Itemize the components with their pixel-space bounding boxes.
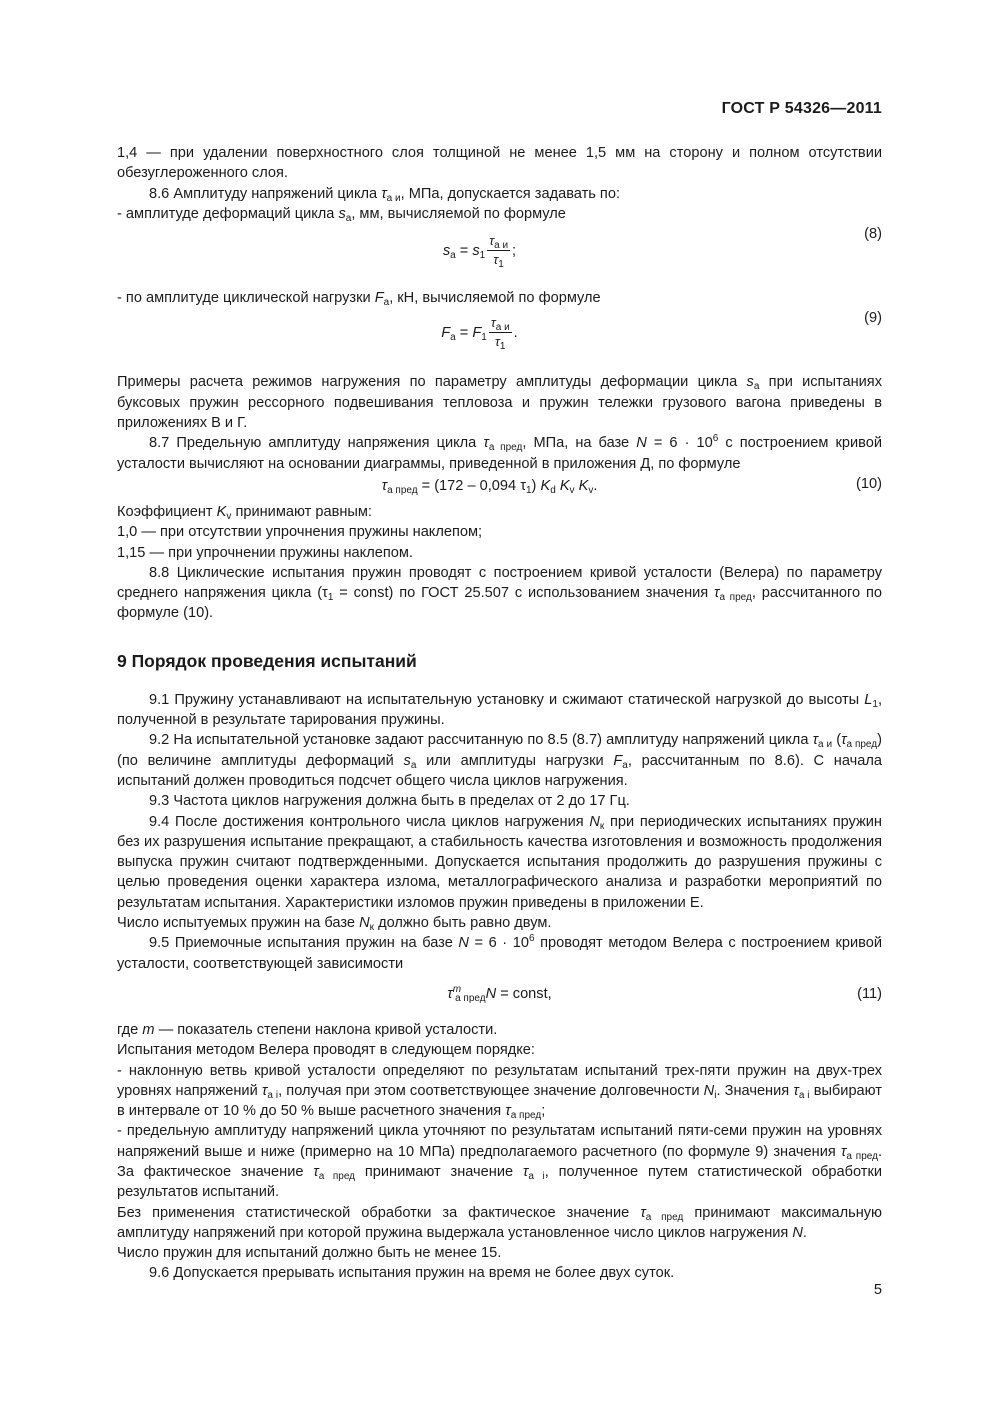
- document-code-header: ГОСТ Р 54326—2011: [721, 100, 882, 117]
- paragraph-9-6: 9.6 Допускается прерывать испытания пружин на время не более двух суток.: [149, 1265, 675, 1282]
- paragraph-limit: - предельную амплитуду напряжений цикла уточняют по результатам испытаний пяти-семи пружин на уровнях напряжений выше и ниже (примерно на 10 МПа) предполагаемого расчетного (по формуле 9) значения $\tau_{а пред}$. За фактическое значение $\tau_{а пред}$ принимают значение $\tau_{а i}$, полученное путем статистической обработки результатов испытаний.: [117, 1123, 882, 1201]
- formula-number-11: (11): [857, 985, 882, 1002]
- paragraph-kv: Коэффициент $K_v$ принимают равным:: [117, 503, 372, 522]
- paragraph-8-8: 8.8 Циклические испытания пружин проводят с построением кривой усталости (Велера) по параметру среднего напряжения цикла ($\tau_1$ = const) по ГОСТ 25.507 с использованием значения $\tau_{а пред}$, рассчитанного по формуле (10).: [117, 564, 882, 622]
- paragraph-method: Испытания методом Велера проводят в следующем порядке:: [117, 1042, 535, 1059]
- paragraph-load: - по амплитуде циклической нагрузки $F_а$, кН, вычисляемой по формуле: [117, 290, 601, 309]
- paragraph-no-statistics: Без применения статистической обработки за фактическое значение $\tau_{а пред}$ принимают максимальную амплитуду напряжений при которой пружина выдержала установленное число циклов нагружения N.: [117, 1204, 882, 1241]
- fraction-9: $\frac{\tau_{а и}}{\tau_1}$: [490, 315, 510, 353]
- paragraph-spring-count: Число пружин для испытаний должно быть не менее 15.: [117, 1245, 502, 1262]
- paragraph-9-4: 9.4 После достижения контрольного числа циклов нагружения $N_к$ при периодических испытаниях пружин без их разрушения испытание прекращают, а стабильность качества изготовления и возможность продолжения выпуска пружин считают подтвержденными. Допускается испытания продолжить до разрушения пружины с целью проведения оценки характера излома, металлографического анализа и разработки мероприятий по результатам испытания. Характеристики изломов пружин приведены в приложении Е.: [117, 813, 882, 911]
- fraction-8: $\frac{\tau_{а и}}{\tau_1}$: [489, 233, 509, 271]
- paragraph-1-0: 1,0 — при отсутствии упрочнения пружины наклепом;: [117, 524, 483, 541]
- formula-11: $\tau^m_{а пред}N$ = const, (11): [447, 983, 882, 1004]
- formula-8: $s_a = s_1$ $\frac{\tau_{а и}}{\tau_1}$ ; (8): [442, 226, 882, 271]
- paragraph-8-6: 8.6 Амплитуду напряжений цикла $\tau_{а и}$, МПа, допускается задавать по:: [149, 185, 621, 204]
- formula-number-9: (9): [864, 310, 882, 327]
- page-number: 5: [873, 1282, 882, 1298]
- paragraph-deformation: - амплитуде деформаций цикла $s_а$, мм, вычисляемой по формуле: [117, 205, 566, 224]
- paragraph-9-2: 9.2 На испытательной установке задают рассчитанную по 8.5 (8.7) амплитуду напряжений цикла $\tau_{а и}$ $(\tau_{а пред})$ (по величине амплитуды деформаций $s_а$ или амплитуды нагрузки $F_а$, рассчитанным по 8.6). С начала испытаний должен проводиться подсчет общего числа циклов нагружения.: [117, 732, 882, 789]
- paragraph-branch: - наклонную ветвь кривой усталости определяют по результатам испытаний трех-пяти пружин на двух-трех уровнях напряжений $\tau_{а i}$, получая при этом соответствующее значение долговечности $N_i$. Значения $\tau_{а i}$ выбирают в интервале от 10 % до 50 % выше расчетного значения $\tau_{а пред}$;: [117, 1062, 882, 1122]
- formula-10: $\tau_{а пред} = (172 - 0,094$ $\tau_1$) $K_d$ $K_v$ $K_v$. (10): [381, 475, 882, 496]
- paragraph-1-4: 1,4 — при удалении поверхностного слоя толщиной не менее 1,5 мм на сторону и полном отсутствии обезуглероженного слоя.: [117, 145, 882, 182]
- paragraph-8-7: 8.7 Предельную амплитуду напряжения цикла $\tau_{а пред}$, МПа, на базе $N = 6 \cdot 10^6$ с построением кривой усталости вычисляют на основании диаграммы, приведенной в приложения Д, по формуле: [117, 433, 883, 472]
- formula-9: $F_a = F_1$ $\frac{\tau_{а и}}{\tau_1}$ . (9): [441, 310, 882, 353]
- formula-number-8: (8): [864, 226, 882, 243]
- formula-number-10: (10): [856, 475, 882, 492]
- paragraph-9-1: 9.1 Пружину устанавливают на испытательную установку и сжимают статической нагрузкой до высоты $L_1$, полученной в результате тарирования пружины.: [117, 691, 882, 729]
- paragraph-specimen-count: Число испытуемых пружин на базе $N_к$ должно быть равно двум.: [117, 915, 552, 934]
- paragraph-where: где m — показатель степени наклона кривой усталости.: [117, 1021, 498, 1038]
- paragraph-9-5: 9.5 Приемочные испытания пружин на базе $N = 6 \cdot 10^6$ проводят методом Велера с построением кривой усталости, соответствующей зависимости: [117, 933, 883, 972]
- document-body: [117, 143, 882, 1284]
- paragraph-examples: Примеры расчета режимов нагружения по параметру амплитуды деформации цикла $s_а$ при испытаниях буксовых пружин рессорного подвешивания тепловоза и пружин тележки грузового вагона приведены в приложениях В и Г.: [117, 374, 882, 432]
- section-title: 9 Порядок проведения испытаний: [117, 650, 417, 671]
- paragraph-1-15: 1,15 — при упрочнении пружины наклепом.: [117, 544, 413, 561]
- paragraph-9-3: 9.3 Частота циклов нагружения должна быть в пределах от 2 до 17 Гц.: [149, 793, 630, 810]
